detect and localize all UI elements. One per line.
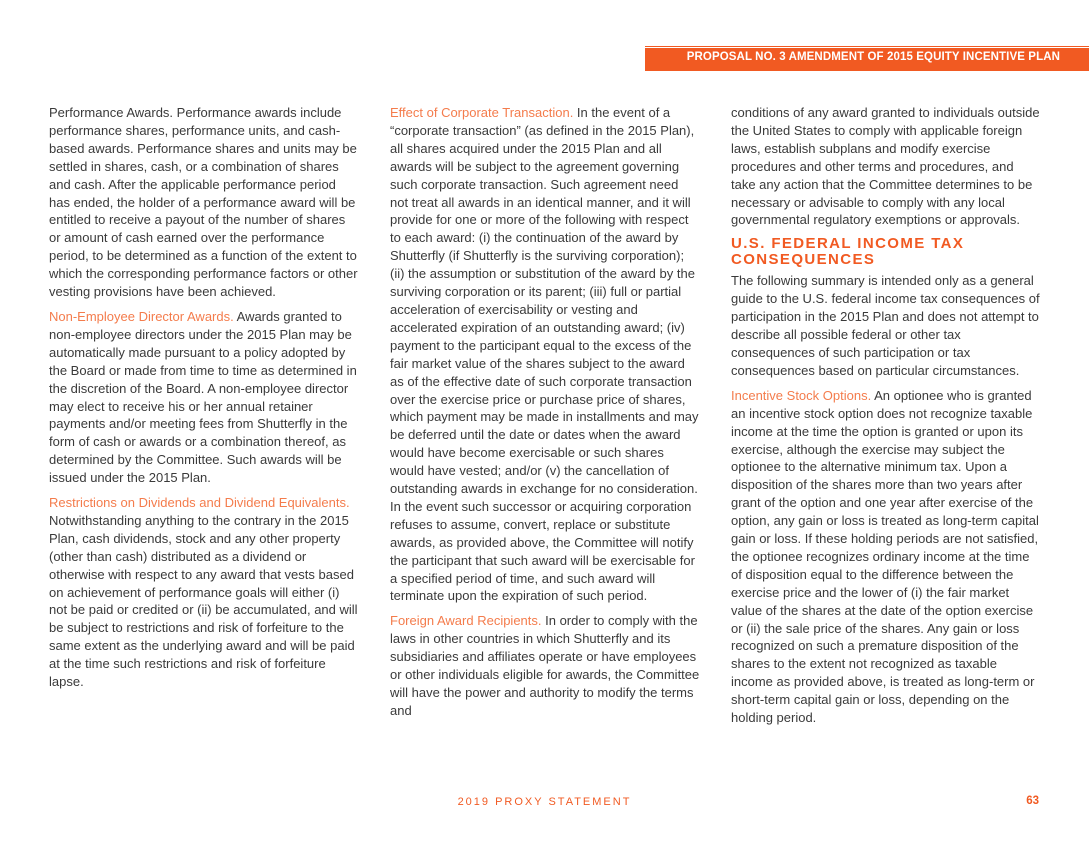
paragraph-effect-of-corporate-transaction bbox=[390, 104, 700, 605]
text-column-3 bbox=[731, 104, 1041, 734]
paragraph-text: In order to comply with the laws in other countries in which Shutterfly and its subsidiaries and affiliates operate or have employees or other individuals eligible for awards, the Committee will have the power and authority to modify the terms and bbox=[390, 613, 700, 718]
footer-title: 2019 PROXY STATEMENT bbox=[457, 796, 632, 808]
paragraph-text: An optionee who is granted an incentive stock option does not recognize taxable income at the time the option is granted or upon its exercise, although the exercise may subject the optionee to the alternative minimum tax. Upon a disposition of the shares more than two years after grant of the option and one year after exercise of the option, any gain or loss is treated as long-term capital gain or loss. If these holding periods are not satisfied, the optionee recognizes ordinary income at the time of disposition equal to the difference between the exercise price and the lower of (i) the fair market value of the shares at the date of the option exercise or (ii) the sale price of the shares. Any gain or loss recognized on such a premature disposition of the shares to the extent not recognized as taxable income as provided above, is treated as long-term or short-term capital gain or loss, depending on the holding period. bbox=[731, 387, 1039, 726]
text-column-2 bbox=[390, 104, 700, 727]
section-heading: U.S. FEDERAL INCOME TAX CONSEQUENCES bbox=[731, 235, 965, 269]
text-column-1 bbox=[49, 104, 359, 698]
run-in-heading: Restrictions on Dividends and Dividend Equivalents. bbox=[49, 495, 350, 511]
paragraph-incentive-stock-options bbox=[731, 387, 1041, 727]
paragraph-restrictions-on-dividends bbox=[49, 494, 359, 691]
run-in-heading: Incentive Stock Options. bbox=[731, 387, 872, 403]
paragraph-text: In the event of a “corporate transaction” (as defined in the 2015 Plan), all shares acquired under the 2015 Plan and all awards will be subject to the agreement governing such corporate transaction. Such agreement need not treat all awards in an identical manner, and it will provide for one or more of the following with respect to each award: (i) the continuation of the award by Shutterfly (if Shutterfly is the surviving corporation); (ii) the assumption or substitution of the award by the surviving corporation or its parent; (iii) full or partial acceleration of exercisability or vesting and accelerated expiration of an outstanding award; (iv) payment to the participant equal to the excess of the fair market value of the shares subject to the award as of the effective date of such corporate transaction over the exercise price or purchase price of shares, which payment may be made in installments and may be deferred until the date or dates when the award would have become exercisable or such shares would have vested; and/or (v) the cancellation of outstanding awards in exchange for no consideration. In the event such successor or acquiring corporation refuses to assume, convert, replace or substitute awards, as provided above, the Committee will notify the participant that such award will be exercisable for a specified period of time, and such award will terminate upon the expiration of such period. bbox=[390, 105, 699, 604]
paragraph-text: conditions of any award granted to individuals outside the United States to comply with applicable foreign laws, establish subplans and modify exercise procedures and other terms and procedures, and take any action that the Committee determines to be necessary or advisable to comply with any local governmental regulatory exemptions or approvals. bbox=[731, 105, 1040, 228]
paragraph-non-employee-director-awards bbox=[49, 308, 359, 487]
paragraph-text: Performance Awards. Performance awards include performance shares, performance units, and cash-based awards. Performance shares and units may be settled in shares, cash, or a combination of shares and cash. After the applicable performance period has ended, the holder of a performance award will be entitled to receive a payout of the number of shares or amount of cash earned over the performance period, to be determined as a function of the extent to which the corresponding performance factors or other vesting provisions have been achieved. bbox=[49, 105, 358, 300]
paragraph-tax-summary bbox=[731, 272, 1041, 379]
paragraph-text: The following summary is intended only as a general guide to the U.S. federal income tax consequences of participation in the 2015 Plan and does not attempt to describe all possible federal or other tax consequences of such participation or tax consequences based on particular circumstances. bbox=[731, 273, 1040, 378]
header-rule bbox=[645, 46, 1089, 47]
paragraph-text: Notwithstanding anything to the contrary in the 2015 Plan, cash dividends, stock and any other property (other than cash) distributed as a dividend or otherwise with respect to any award that vests based on achievement of performance goals will either (i) not be paid or credited or (ii) be accumulated, and will be subject to restrictions and risk of forfeiture to the same extent as the underlying award and will be paid at the time such restrictions and risk of forfeiture lapse. bbox=[49, 512, 358, 690]
page-number: 63 bbox=[1026, 795, 1039, 807]
paragraph-continued bbox=[731, 104, 1041, 229]
paragraph-foreign-award-recipients bbox=[390, 612, 700, 719]
paragraph-text: Awards granted to non-employee directors under the 2015 Plan may be automatically made pursuant to a policy adopted by the Board or made from time to time as determined in the discretion of the Board. A non-employee director may elect to receive his or her annual retainer payments and/or meeting fees from Shutterfly in the form of cash or awards or a combination thereof, as determined by the Committee. Such awards will be issued under the 2015 Plan. bbox=[49, 308, 357, 486]
section-header: PROPOSAL NO. 3 AMENDMENT OF 2015 EQUITY INCENTIVE PLAN bbox=[686, 51, 1060, 63]
run-in-heading: Effect of Corporate Transaction. bbox=[390, 105, 574, 120]
run-in-heading: Non-Employee Director Awards. bbox=[49, 308, 234, 324]
run-in-heading: Foreign Award Recipients. bbox=[390, 613, 542, 629]
paragraph-performance-awards bbox=[49, 104, 359, 301]
